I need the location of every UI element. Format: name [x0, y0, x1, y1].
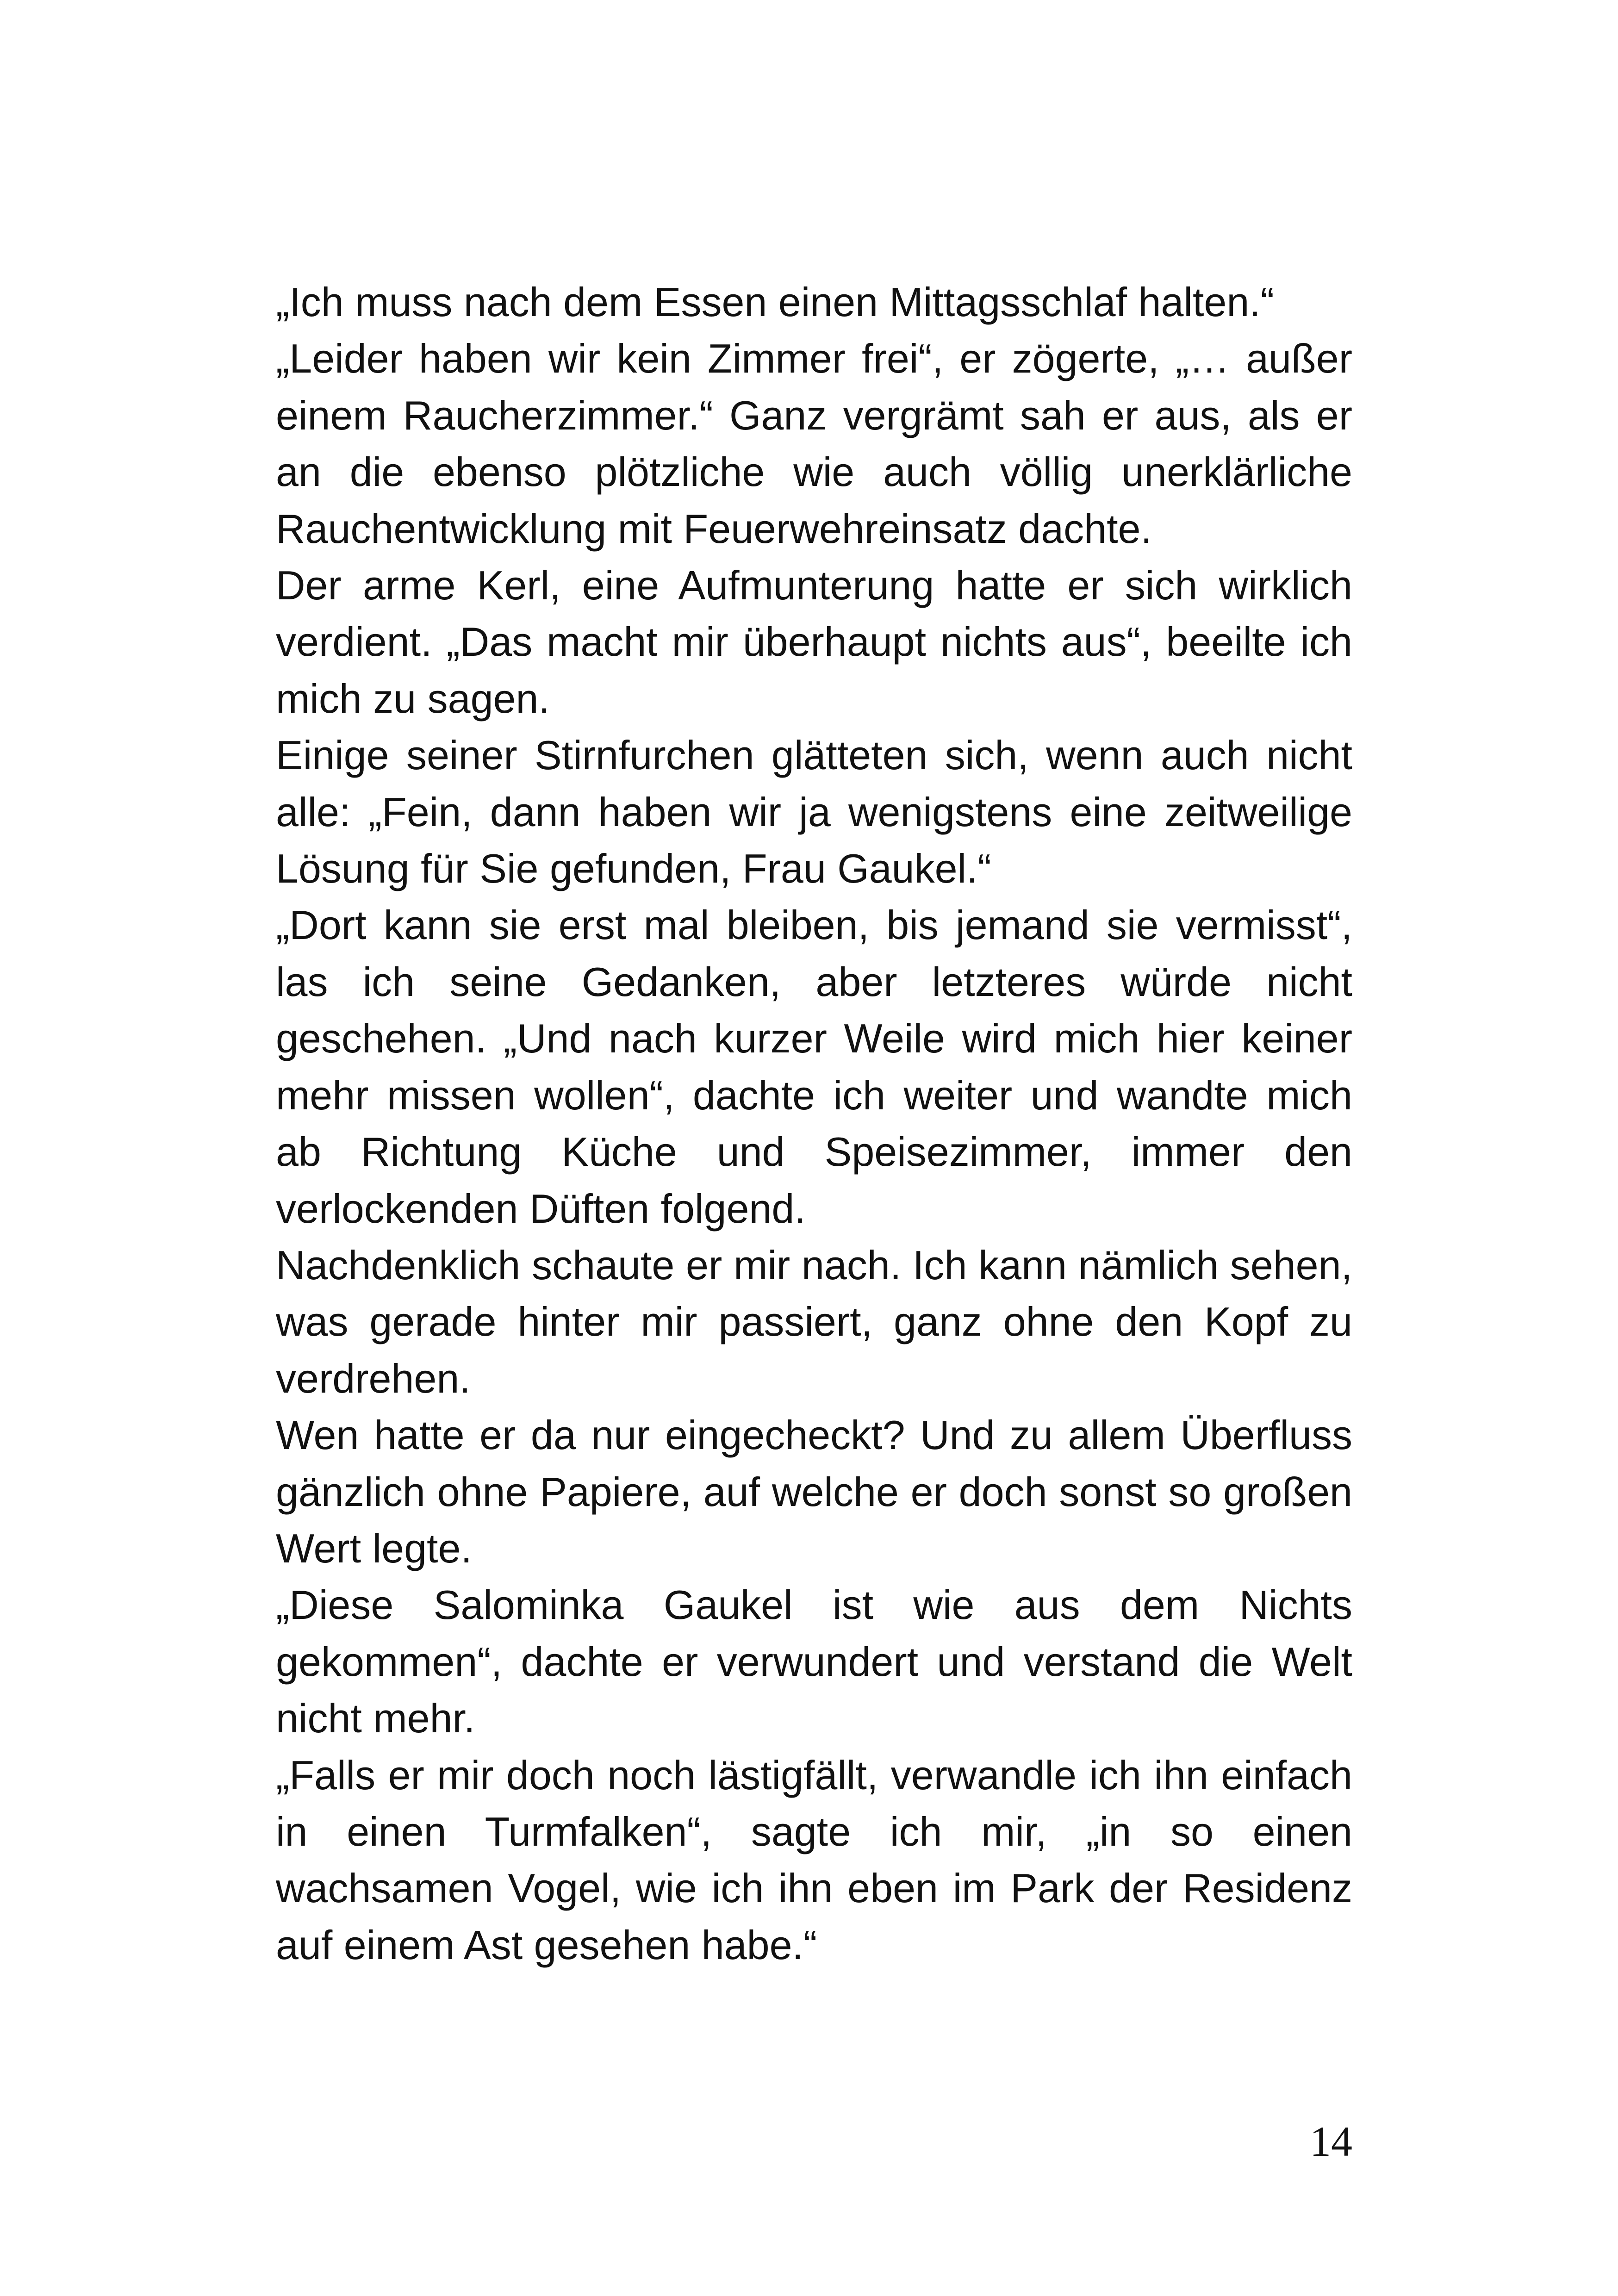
paragraph-3: Der arme Kerl, eine Aufmunterung hatte er sich wirklich verdient. „Das macht mir überhaupt nichts aus“, beeilte ich mich zu sagen.: [276, 562, 1352, 722]
paragraph-1: „Ich muss nach dem Essen einen Mittagsschlaf halten.“: [276, 279, 1275, 325]
body-text: [276, 274, 1352, 1973]
paragraph-6: Nachdenklich schaute er mir nach. Ich kann nämlich sehen, was gerade hinter mir passiert, ganz ohne den Kopf zu verdrehen.: [276, 1242, 1352, 1401]
paragraph-8: „Diese Salominka Gaukel ist wie aus dem Nichts gekommen“, dachte er verwundert und verstand die Welt nicht mehr.: [276, 1582, 1352, 1742]
paragraph-2: „Leider haben wir kein Zimmer frei“, er zögerte, „… außer einem Raucherzimmer.“ Ganz vergrämt sah er aus, als er an die ebenso plötzliche wie auch völlig unerklärliche Rauchentwicklung mit Feuerwehreinsatz dachte.: [276, 336, 1352, 552]
paragraph-7: Wen hatte er da nur eingecheckt? Und zu allem Überfluss gänzlich ohne Papiere, auf welche er doch sonst so großen Wert legte.: [276, 1412, 1352, 1571]
page-number: 14: [1310, 2118, 1352, 2165]
paragraph-9: „Falls er mir doch noch lästigfällt, verwandle ich ihn einfach in einen Turmfalken“, sagte ich mir, „in so einen wachsamen Vogel, wie ich ihn eben im Park der Residenz auf einem Ast gesehen habe.“: [276, 1752, 1352, 1968]
paragraph-5: „Dort kann sie erst mal bleiben, bis jemand sie vermisst“, las ich seine Gedanken, aber letzteres würde nicht geschehen. „Und nach kurzer Weile wird mich hier keiner mehr missen wollen“, dachte ich weiter und wandte mich ab Richtung Küche und Speisezimmer, immer den verlockenden Düften folgend.: [276, 902, 1352, 1232]
paragraph-4: Einige seiner Stirnfurchen glätteten sich, wenn auch nicht alle: „Fein, dann haben wir ja wenigstens eine zeitweilige Lösung für Sie gefunden, Frau Gaukel.“: [276, 732, 1352, 892]
